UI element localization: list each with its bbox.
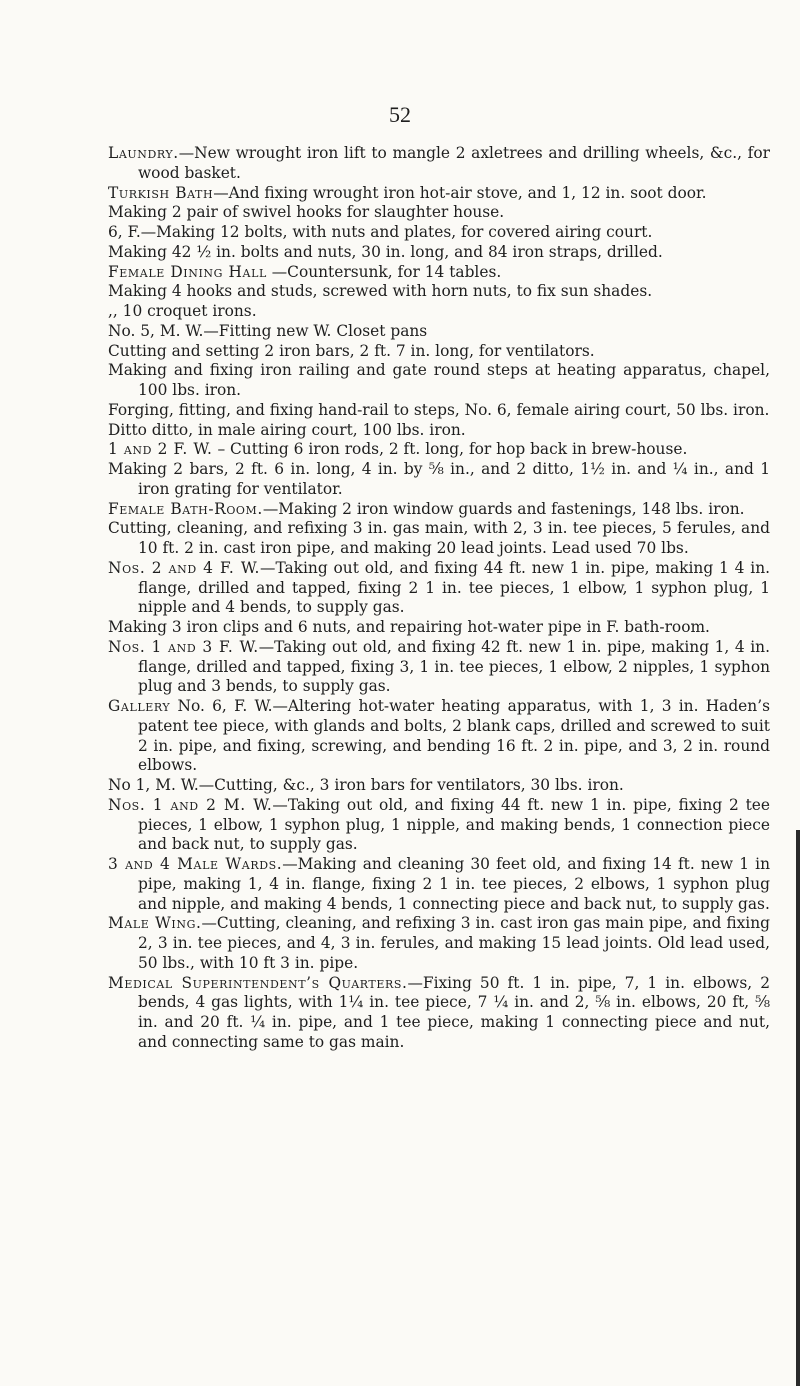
entry-heading: Turkish Bath <box>108 183 214 202</box>
entry-text: —Taking out old, and fixing 42 ft. new 1 in. pipe, making 1, 4 in. flange, drilled and tapped, fixing 3, 1 in. tee pieces, 1 elbow, 2 nipples, 1 syphon plug and 3 bends, to supply gas. <box>138 637 770 696</box>
entry-text: Making 42 ½ in. bolts and nuts, 30 in. long, and 84 iron straps, drilled. <box>108 242 663 261</box>
entry-text: – Cutting 6 iron rods, 2 ft. long, for hop back in brew-house. <box>212 440 688 459</box>
entry-heading: 1 and 2 F. W. <box>108 440 213 459</box>
entry-text: No. 6, F. W.—Altering hot-water heating apparatus, with 1, 3 in. Haden’s patent tee piece, with glands and bolts, 2 blank caps, drilled and screwed to suit 2 in. pipe, and fixing, screwing, and bending 16 ft. 2 in. pipe, and 3, 2 in. round elbows. <box>138 697 770 775</box>
entry-paragraph <box>108 342 770 362</box>
entry-text: —Cutting, cleaning, and refixing 3 in. cast iron gas main pipe, and fixing 2, 3 in. tee pieces, and 4, 3 in. ferules, and making 15 lead joints. Old lead used, 50 lbs., with 10 ft 3 in. pipe. <box>138 914 770 972</box>
entry-heading: 3 and 4 Male Wards. <box>108 855 283 873</box>
entry-text: —New wrought iron lift to mangle 2 axletrees and drilling wheels, &c., for wood basket. <box>138 144 770 182</box>
entry-text: Making 4 hooks and studs, screwed with horn nuts, to fix sun shades. <box>108 282 653 301</box>
page-number: 52 <box>389 102 411 127</box>
entry-heading: Gallery <box>108 697 171 715</box>
entry-text: —Fixing 50 ft. 1 in. pipe, 7, 1 in. elbows, 2 bends, 4 gas lights, with 1¼ in. tee piece, 7 ¼ in. and 2, ⅝ in. elbows, 20 ft, ⅝ in. and 20 ft. ¼ in. pipe, and 1 tee piece, making 1 connecting piece and nut, and connecting same to gas main. <box>138 973 770 1051</box>
entry-text: No 1, M. W.—Cutting, &c., 3 iron bars for ventilators, 30 lbs. iron. <box>108 776 624 794</box>
entry-paragraph <box>108 460 770 500</box>
entry-text: —Taking out old, and fixing 44 ft. new 1 in. pipe, fixing 2 tee pieces, 1 elbow, 1 syphon plug, 1 nipple, and making bends, 1 connection piece and back nut, to supply gas. <box>138 795 770 854</box>
entry-paragraph <box>108 421 770 441</box>
entry-heading: Female Dining Hall <box>108 262 267 281</box>
entry-paragraph <box>108 184 770 204</box>
entry-text: Making 2 bars, 2 ft. 6 in. long, 4 in. by ⅝ in., and 2 ditto, 1½ in. and ¼ in., and 1 iron grating for ventilator. <box>108 460 770 498</box>
entry-heading: Laundry. <box>108 144 179 162</box>
entry-paragraph <box>108 796 770 855</box>
entry-text: —Countersunk, for 14 tables. <box>266 262 502 281</box>
entry-text: Making 2 pair of swivel hooks for slaughter house. <box>108 203 505 222</box>
entry-text: ,, 10 croquet irons. <box>108 302 257 320</box>
entry-paragraph <box>108 697 770 776</box>
entry-paragraph <box>108 618 770 638</box>
entry-paragraph <box>108 519 770 559</box>
entry-paragraph <box>108 500 770 520</box>
entry-heading: Nos. 1 and 2 M. W. <box>108 795 273 814</box>
entry-text: Cutting, cleaning, and refixing 3 in. gas main, with 2, 3 in. tee pieces, 5 ferules, and 10 ft. 2 in. cast iron pipe, and making 20 lead joints. Lead used 70 lbs. <box>108 519 770 557</box>
entry-text: —Making 2 iron window guards and fastenings, 148 lbs. iron. <box>262 499 745 518</box>
entry-paragraph <box>108 144 770 184</box>
entry-paragraph <box>108 559 770 618</box>
entry-list <box>108 144 770 1053</box>
entry-paragraph <box>108 855 770 914</box>
entry-heading: Nos. 2 and 4 F. W. <box>108 558 261 577</box>
entry-heading: Medical Superintendent’s Quarters. <box>108 973 408 992</box>
entry-text: —And fixing wrought iron hot-air stove, and 1, 12 in. soot door. <box>213 183 707 202</box>
entry-text: Ditto ditto, in male airing court, 100 lbs. iron. <box>108 420 466 439</box>
entry-paragraph <box>108 776 770 796</box>
entry-paragraph <box>108 203 770 223</box>
entry-paragraph <box>108 361 770 401</box>
entry-text: 6, F.—Making 12 bolts, with nuts and plates, for covered airing court. <box>108 223 653 241</box>
entry-paragraph <box>108 322 770 342</box>
entry-paragraph <box>108 401 770 421</box>
entry-paragraph <box>108 974 770 1053</box>
entry-text: No. 5, M. W.—Fitting new W. Closet pans <box>108 321 428 340</box>
entry-paragraph <box>108 243 770 263</box>
entry-text: Cutting and setting 2 iron bars, 2 ft. 7 in. long, for ventilators. <box>108 341 595 360</box>
entry-text: —Making and cleaning 30 feet old, and fixing 14 ft. new 1 in pipe, making 1, 4 in. flange, fixing 2 1 in. tee pieces, 2 elbows, 1 syphon plug and nipple, and making 4 bends, 1 connecting piece and back nut, to supply gas. <box>138 855 770 913</box>
entry-text: Making 3 iron clips and 6 nuts, and repairing hot-water pipe in F. bath-room. <box>108 618 710 636</box>
page-edge-shadow <box>796 830 800 1386</box>
entry-paragraph <box>108 440 770 460</box>
entry-text: Making and fixing iron railing and gate round steps at heating apparatus, chapel, 100 lbs. iron. <box>108 361 770 399</box>
entry-paragraph <box>108 302 770 322</box>
entry-heading: Male Wing. <box>108 914 202 933</box>
entry-text: Forging, fitting, and fixing hand-rail to steps, No. 6, female airing court, 50 lbs. iron. <box>108 400 770 419</box>
entry-heading: Female Bath-Room. <box>108 499 263 518</box>
entry-paragraph <box>108 223 770 243</box>
entry-paragraph <box>108 263 770 283</box>
entry-heading: Nos. 1 and 3 F. W. <box>108 637 259 656</box>
entry-paragraph <box>108 638 770 697</box>
entry-text: —Taking out old, and fixing 44 ft. new 1 in. pipe, making 1 4 in. flange, drilled and tapped, fixing 2 1 in. tee pieces, 1 elbow, 1 syphon plug, 1 nipple and 4 bends, to supply gas. <box>138 558 770 617</box>
entry-paragraph <box>108 282 770 302</box>
entry-paragraph <box>108 914 770 973</box>
